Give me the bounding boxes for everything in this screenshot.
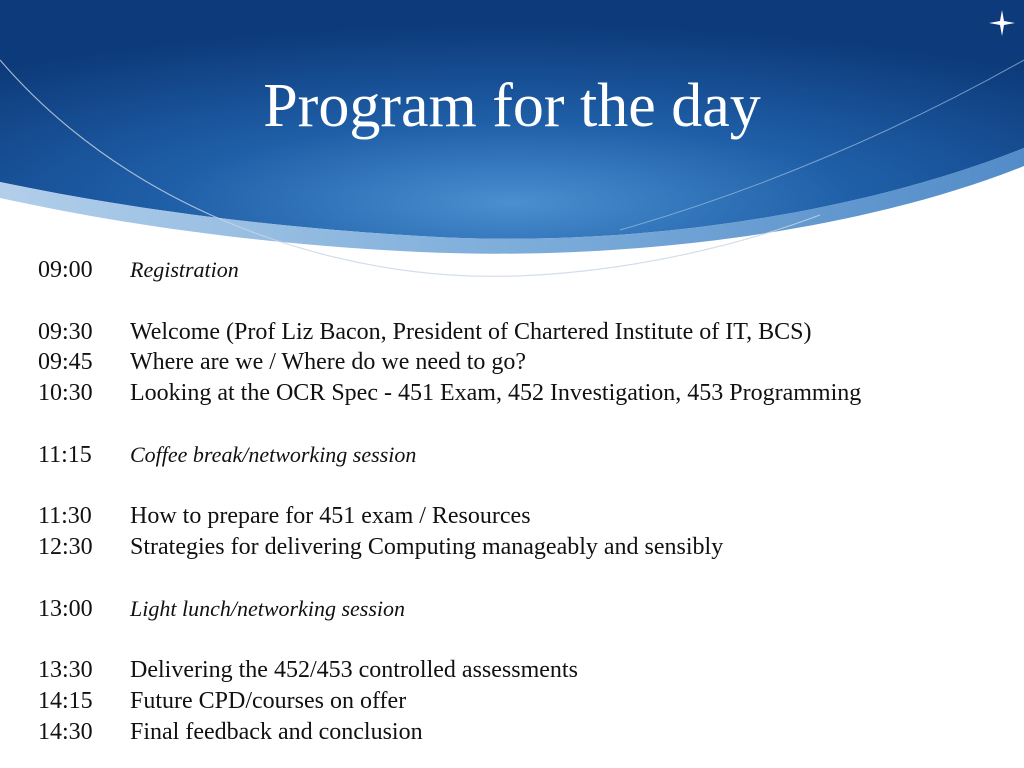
- schedule-row: [38, 255, 998, 286]
- schedule-list: [38, 255, 998, 748]
- schedule-activity: Final feedback and conclusion: [130, 718, 423, 745]
- schedule-row: [38, 317, 998, 348]
- schedule-activity: Light lunch/networking session: [130, 595, 405, 621]
- star-icon: [989, 10, 1015, 36]
- schedule-activity: Looking at the OCR Spec - 451 Exam, 452 Investigation, 453 Programming: [130, 380, 862, 407]
- schedule-activity: Delivering the 452/453 controlled assessments: [130, 657, 578, 684]
- schedule-time: 09:30: [38, 318, 93, 345]
- schedule-time: 09:00: [38, 257, 93, 283]
- slide-title: Program for the day: [263, 72, 761, 140]
- schedule-activity: Strategies for delivering Computing manageably and sensibly: [130, 534, 724, 561]
- schedule-row: [38, 686, 998, 717]
- schedule-activity: Welcome (Prof Liz Bacon, President of Chartered Institute of IT, BCS): [130, 318, 812, 345]
- schedule-time: 14:30: [38, 718, 93, 745]
- schedule-activity: Future CPD/courses on offer: [130, 688, 407, 715]
- schedule-row: [38, 594, 998, 625]
- schedule-activity: How to prepare for 451 exam / Resources: [130, 503, 531, 530]
- schedule-time: 11:15: [38, 441, 92, 468]
- schedule-activity: Where are we / Where do we need to go?: [130, 349, 527, 376]
- schedule-time: 09:45: [38, 349, 93, 376]
- schedule-time: 11:30: [38, 503, 92, 530]
- schedule-activity: Registration: [130, 257, 239, 282]
- schedule-row: [38, 347, 998, 378]
- schedule-time: 13:00: [38, 595, 93, 622]
- schedule-row: [38, 532, 998, 563]
- schedule-time: 10:30: [38, 380, 93, 407]
- schedule-row: [38, 501, 998, 532]
- schedule-time: 12:30: [38, 534, 93, 561]
- schedule-time: 13:30: [38, 657, 93, 684]
- schedule-activity: Coffee break/networking session: [130, 441, 417, 467]
- schedule-row: [38, 717, 998, 748]
- schedule-time: 14:15: [38, 688, 93, 715]
- schedule-row: [38, 440, 998, 471]
- schedule-row: [38, 655, 998, 686]
- schedule-row: [38, 378, 998, 409]
